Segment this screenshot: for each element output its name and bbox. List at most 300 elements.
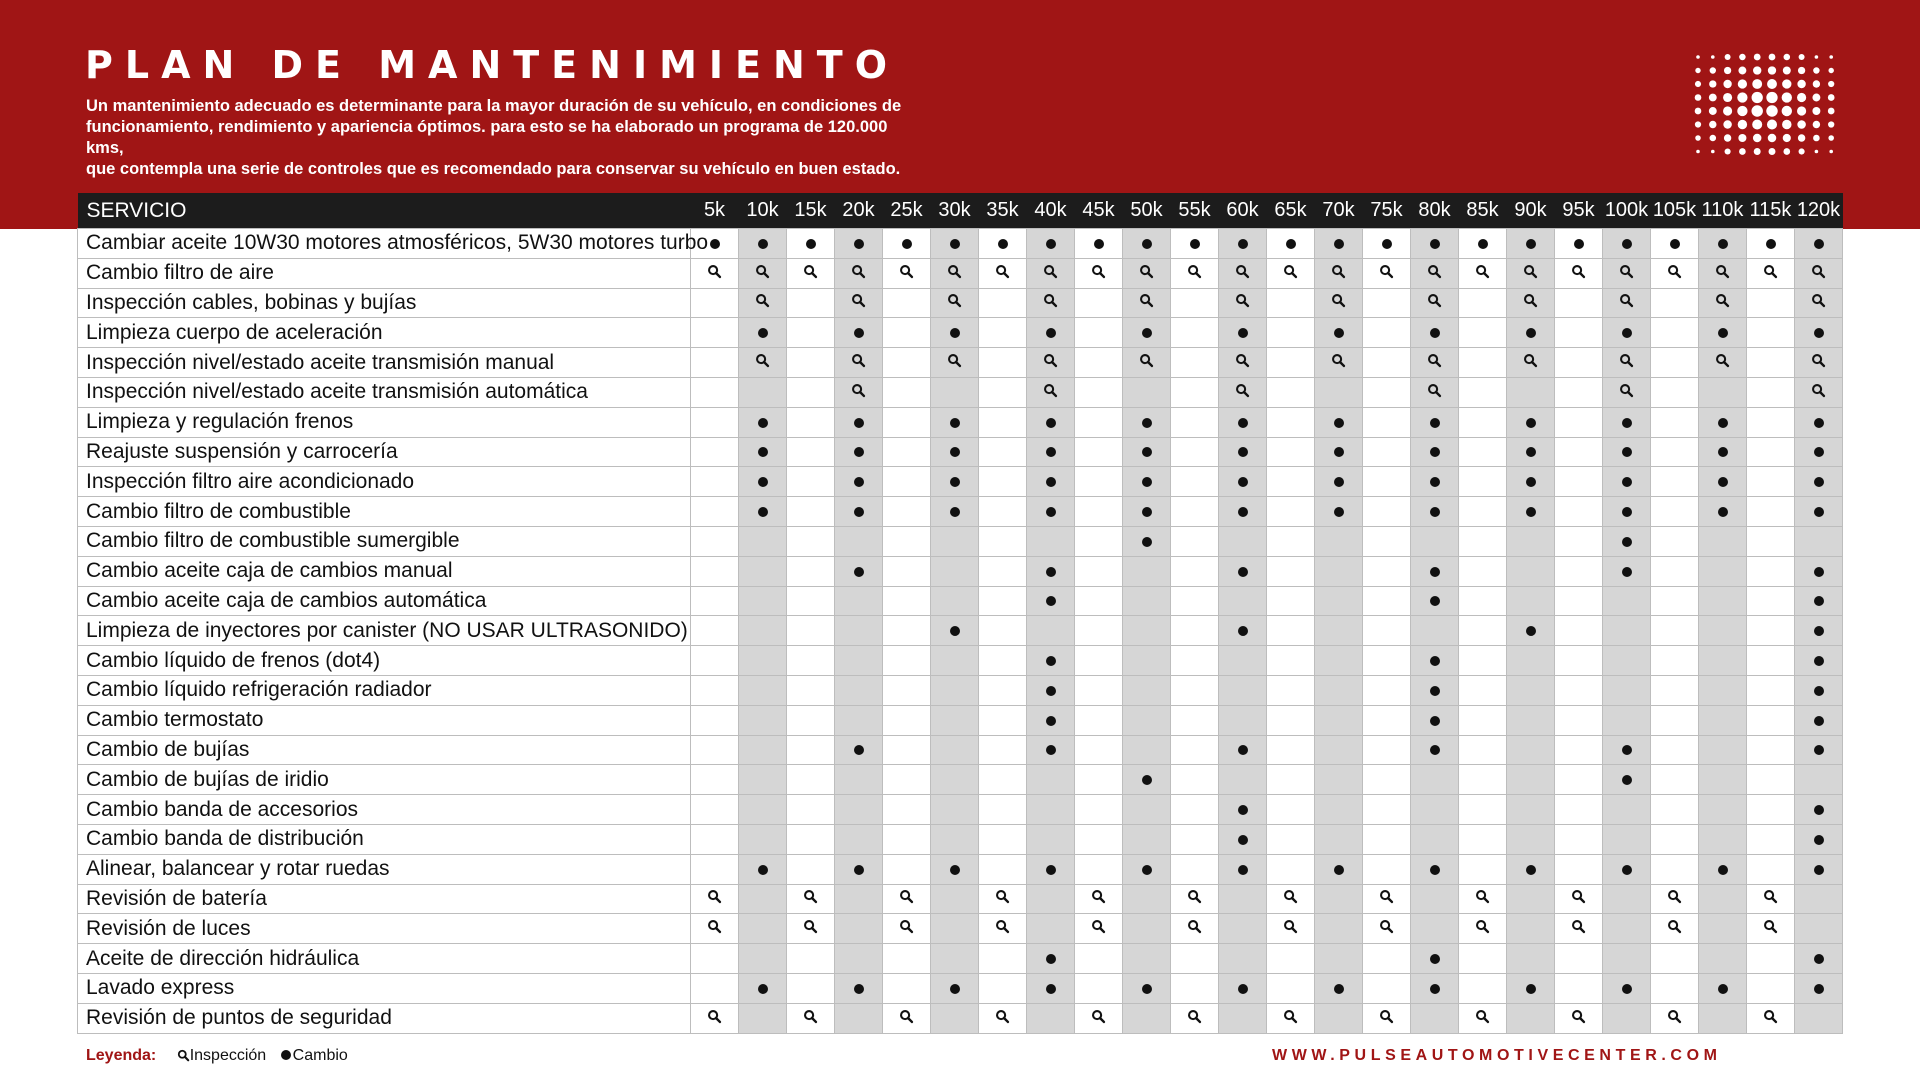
magnifier-icon — [1571, 889, 1586, 904]
change-dot-icon — [1142, 775, 1152, 785]
schedule-cell — [1171, 497, 1219, 527]
logo-dot — [1767, 119, 1777, 129]
magnifier-icon — [707, 889, 722, 904]
schedule-cell — [1603, 616, 1651, 646]
schedule-cell — [691, 944, 739, 974]
schedule-cell — [691, 735, 739, 765]
schedule-cell — [1651, 318, 1699, 348]
service-name: Revisión de luces — [78, 914, 691, 944]
change-dot-icon — [1814, 567, 1824, 577]
schedule-cell — [1219, 377, 1267, 407]
magnifier-icon — [1811, 293, 1826, 308]
schedule-cell — [883, 675, 931, 705]
change-dot-icon — [1622, 567, 1632, 577]
schedule-cell — [1795, 646, 1843, 676]
magnifier-icon — [1715, 293, 1730, 308]
change-dot-icon — [758, 418, 768, 428]
schedule-cell — [1315, 646, 1363, 676]
schedule-cell — [787, 854, 835, 884]
service-name: Reajuste suspensión y carrocería — [78, 437, 691, 467]
schedule-cell — [1123, 705, 1171, 735]
change-dot-icon — [1142, 418, 1152, 428]
schedule-cell — [1075, 229, 1123, 259]
schedule-cell — [1027, 467, 1075, 497]
logo-dot — [1724, 67, 1731, 74]
schedule-cell — [979, 616, 1027, 646]
schedule-cell — [1795, 914, 1843, 944]
schedule-cell — [1315, 616, 1363, 646]
schedule-cell — [883, 556, 931, 586]
logo-dot — [1828, 135, 1834, 141]
schedule-cell — [931, 407, 979, 437]
change-dot-icon — [1718, 507, 1728, 517]
logo-dot — [1738, 120, 1747, 129]
schedule-cell — [979, 765, 1027, 795]
change-dot-icon — [1238, 835, 1248, 845]
schedule-cell — [1075, 318, 1123, 348]
schedule-cell — [1027, 556, 1075, 586]
table-row — [78, 854, 1843, 884]
change-dot-icon — [1142, 865, 1152, 875]
magnifier-icon — [995, 919, 1010, 934]
change-dot-icon — [854, 507, 864, 517]
schedule-cell — [1315, 795, 1363, 825]
schedule-cell — [787, 884, 835, 914]
interval-header: 5k — [691, 193, 739, 229]
schedule-cell — [1123, 765, 1171, 795]
logo-dot — [1725, 148, 1731, 154]
schedule-cell — [787, 765, 835, 795]
schedule-cell — [1219, 914, 1267, 944]
legend — [86, 1047, 358, 1065]
schedule-cell — [883, 586, 931, 616]
magnifier-icon — [803, 1009, 818, 1024]
schedule-cell — [1363, 377, 1411, 407]
schedule-cell — [1123, 735, 1171, 765]
table-row — [78, 437, 1843, 467]
schedule-cell — [1699, 258, 1747, 288]
logo-dot — [1784, 54, 1791, 61]
schedule-cell — [1219, 884, 1267, 914]
table-row — [78, 914, 1843, 944]
schedule-cell — [1171, 437, 1219, 467]
schedule-cell — [883, 616, 931, 646]
magnifier-icon — [851, 353, 866, 368]
schedule-cell — [691, 288, 739, 318]
logo-dot — [1815, 55, 1819, 59]
change-dot-icon — [1382, 239, 1392, 249]
magnifier-icon — [1475, 919, 1490, 934]
schedule-cell — [1315, 735, 1363, 765]
magnifier-icon — [803, 919, 818, 934]
schedule-cell — [1603, 795, 1651, 825]
logo-dot — [1737, 106, 1747, 116]
magnifier-icon — [1811, 264, 1826, 279]
schedule-cell — [787, 467, 835, 497]
schedule-cell — [691, 795, 739, 825]
magnifier-icon — [1043, 383, 1058, 398]
schedule-cell — [979, 377, 1027, 407]
magnifier-icon — [1619, 264, 1634, 279]
schedule-cell — [1795, 556, 1843, 586]
schedule-cell — [1507, 467, 1555, 497]
schedule-cell — [739, 914, 787, 944]
schedule-cell — [1219, 735, 1267, 765]
schedule-cell — [1027, 1003, 1075, 1033]
schedule-cell — [1795, 407, 1843, 437]
service-name: Aceite de dirección hidráulica — [78, 944, 691, 974]
logo-dot — [1797, 106, 1806, 115]
change-dot-icon — [1526, 239, 1536, 249]
schedule-cell — [1651, 616, 1699, 646]
schedule-cell — [1651, 735, 1699, 765]
change-dot-icon — [998, 239, 1008, 249]
schedule-cell — [1651, 1003, 1699, 1033]
schedule-cell — [1075, 467, 1123, 497]
schedule-cell — [1219, 258, 1267, 288]
schedule-cell — [787, 288, 835, 318]
schedule-cell — [1603, 1003, 1651, 1033]
schedule-cell — [979, 318, 1027, 348]
schedule-cell — [1459, 318, 1507, 348]
schedule-cell — [1507, 348, 1555, 378]
schedule-cell — [1699, 229, 1747, 259]
table-row — [78, 646, 1843, 676]
page-title: PLAN DE MANTENIMIENTO — [85, 43, 900, 87]
schedule-cell — [883, 526, 931, 556]
schedule-cell — [1555, 407, 1603, 437]
logo-dot — [1769, 54, 1776, 61]
change-dot-icon — [1814, 626, 1824, 636]
schedule-cell — [691, 675, 739, 705]
table-row — [78, 824, 1843, 854]
magnifier-icon — [1091, 1009, 1106, 1024]
schedule-cell — [1171, 377, 1219, 407]
schedule-cell — [1315, 318, 1363, 348]
schedule-cell — [1219, 765, 1267, 795]
schedule-cell — [931, 854, 979, 884]
logo-dot — [1782, 79, 1791, 88]
change-dot-icon — [1814, 418, 1824, 428]
schedule-cell — [931, 795, 979, 825]
schedule-cell — [1651, 348, 1699, 378]
schedule-cell — [1123, 288, 1171, 318]
change-dot-icon — [1286, 239, 1296, 249]
logo-dot — [1766, 92, 1777, 103]
website-link[interactable]: WWW.PULSEAUTOMOTIVECENTER.COM — [1272, 1047, 1722, 1064]
schedule-cell — [979, 1003, 1027, 1033]
schedule-cell — [835, 914, 883, 944]
change-dot-icon — [1238, 328, 1248, 338]
schedule-cell — [1075, 526, 1123, 556]
schedule-cell — [787, 497, 835, 527]
service-name: Inspección nivel/estado aceite transmisión automática — [78, 377, 691, 407]
schedule-cell — [739, 467, 787, 497]
change-dot-icon — [1046, 328, 1056, 338]
schedule-cell — [1747, 1003, 1795, 1033]
change-dot-icon — [1046, 477, 1056, 487]
magnifier-icon — [851, 264, 866, 279]
table-row — [78, 258, 1843, 288]
interval-header: 65k — [1267, 193, 1315, 229]
schedule-cell — [979, 556, 1027, 586]
magnifier-icon — [899, 889, 914, 904]
schedule-cell — [883, 705, 931, 735]
schedule-cell — [787, 705, 835, 735]
schedule-cell — [1219, 526, 1267, 556]
logo-dot — [1766, 105, 1777, 116]
logo-dot — [1752, 79, 1762, 89]
schedule-cell — [1219, 795, 1267, 825]
schedule-cell — [1363, 497, 1411, 527]
logo-dot — [1710, 67, 1716, 73]
schedule-cell — [1411, 526, 1459, 556]
schedule-cell — [1459, 377, 1507, 407]
schedule-cell — [1267, 646, 1315, 676]
schedule-cell — [1123, 616, 1171, 646]
logo-dot — [1829, 55, 1833, 59]
schedule-cell — [1411, 675, 1459, 705]
intro-line-1: Un mantenimiento adecuado es determinante para la mayor duración de su vehículo, en condiciones de — [86, 97, 902, 115]
change-dot-icon — [1718, 477, 1728, 487]
logo-dot — [1709, 80, 1716, 87]
schedule-cell — [1699, 377, 1747, 407]
schedule-cell — [1603, 824, 1651, 854]
schedule-cell — [1267, 1003, 1315, 1033]
change-dot-icon — [281, 1050, 291, 1060]
change-dot-icon — [1622, 477, 1632, 487]
schedule-cell — [1507, 586, 1555, 616]
schedule-cell — [1459, 884, 1507, 914]
schedule-cell — [1795, 437, 1843, 467]
service-name: Cambio filtro de combustible — [78, 497, 691, 527]
schedule-cell — [1555, 616, 1603, 646]
schedule-cell — [1363, 884, 1411, 914]
schedule-cell — [1795, 616, 1843, 646]
logo-dot — [1695, 68, 1700, 73]
schedule-cell — [835, 348, 883, 378]
schedule-cell — [1747, 973, 1795, 1003]
change-dot-icon — [1430, 745, 1440, 755]
schedule-cell — [1459, 914, 1507, 944]
dot-grid-logo — [1690, 50, 1840, 160]
logo-dot — [1753, 66, 1761, 74]
table-row — [78, 467, 1843, 497]
schedule-cell — [1699, 765, 1747, 795]
magnifier-icon — [1427, 353, 1442, 368]
schedule-cell — [1363, 735, 1411, 765]
schedule-cell — [1603, 288, 1651, 318]
schedule-cell — [1459, 944, 1507, 974]
schedule-cell — [1411, 407, 1459, 437]
schedule-cell — [1747, 616, 1795, 646]
schedule-cell — [1219, 705, 1267, 735]
schedule-cell — [691, 616, 739, 646]
change-dot-icon — [1142, 537, 1152, 547]
logo-dot — [1710, 135, 1717, 142]
change-dot-icon — [854, 984, 864, 994]
logo-dot — [1695, 135, 1701, 141]
service-name: Limpieza de inyectores por canister (NO USAR ULTRASONIDO) — [78, 616, 691, 646]
magnifier-icon — [1763, 889, 1778, 904]
change-dot-icon — [1478, 239, 1488, 249]
schedule-cell — [1027, 318, 1075, 348]
schedule-cell — [1747, 914, 1795, 944]
change-dot-icon — [1046, 745, 1056, 755]
schedule-cell — [691, 437, 739, 467]
logo-dot — [1695, 94, 1702, 101]
logo-dot — [1739, 148, 1746, 155]
schedule-cell — [1027, 795, 1075, 825]
schedule-cell — [1267, 675, 1315, 705]
schedule-cell — [979, 705, 1027, 735]
schedule-cell — [1075, 1003, 1123, 1033]
schedule-cell — [1363, 229, 1411, 259]
magnifier-icon — [1811, 383, 1826, 398]
change-dot-icon — [1238, 239, 1248, 249]
change-dot-icon — [1814, 507, 1824, 517]
schedule-cell — [979, 526, 1027, 556]
schedule-cell — [1267, 437, 1315, 467]
change-dot-icon — [950, 477, 960, 487]
schedule-cell — [1699, 407, 1747, 437]
logo-dot — [1829, 150, 1833, 154]
schedule-cell — [1795, 229, 1843, 259]
magnifier-icon — [1763, 264, 1778, 279]
magnifier-icon — [1187, 264, 1202, 279]
schedule-cell — [979, 973, 1027, 1003]
interval-header: 85k — [1459, 193, 1507, 229]
schedule-cell — [931, 467, 979, 497]
schedule-cell — [1651, 407, 1699, 437]
logo-dot — [1782, 106, 1792, 116]
schedule-cell — [1555, 705, 1603, 735]
change-dot-icon — [854, 447, 864, 457]
change-dot-icon — [1814, 835, 1824, 845]
schedule-cell — [1699, 1003, 1747, 1033]
change-dot-icon — [1814, 954, 1824, 964]
schedule-cell — [1747, 765, 1795, 795]
magnifier-icon — [1667, 889, 1682, 904]
magnifier-icon — [1667, 919, 1682, 934]
schedule-cell — [691, 765, 739, 795]
logo-dot — [1799, 54, 1805, 60]
schedule-cell — [1267, 556, 1315, 586]
magnifier-icon — [1667, 1009, 1682, 1024]
schedule-cell — [1555, 675, 1603, 705]
schedule-cell — [1219, 348, 1267, 378]
magnifier-icon — [1331, 293, 1346, 308]
schedule-cell — [1459, 437, 1507, 467]
change-dot-icon — [1046, 865, 1056, 875]
schedule-cell — [1699, 318, 1747, 348]
schedule-cell — [787, 407, 835, 437]
change-dot-icon — [1814, 716, 1824, 726]
change-dot-icon — [1622, 537, 1632, 547]
schedule-cell — [1123, 884, 1171, 914]
change-dot-icon — [1094, 239, 1104, 249]
schedule-cell — [1219, 616, 1267, 646]
schedule-cell — [1603, 646, 1651, 676]
table-row — [78, 318, 1843, 348]
logo-dot — [1782, 120, 1791, 129]
magnifier-icon — [1139, 293, 1154, 308]
change-dot-icon — [1046, 567, 1056, 577]
logo-dot — [1813, 80, 1820, 87]
schedule-cell — [1795, 348, 1843, 378]
schedule-cell — [835, 824, 883, 854]
schedule-cell — [1747, 646, 1795, 676]
schedule-cell — [1363, 258, 1411, 288]
magnifier-icon — [707, 264, 722, 279]
schedule-cell — [1075, 258, 1123, 288]
schedule-cell — [1411, 646, 1459, 676]
schedule-cell — [1603, 914, 1651, 944]
schedule-cell — [883, 854, 931, 884]
schedule-cell — [883, 824, 931, 854]
schedule-cell — [1651, 973, 1699, 1003]
schedule-cell — [1363, 944, 1411, 974]
magnifier-icon — [1811, 353, 1826, 368]
schedule-cell — [1747, 407, 1795, 437]
schedule-cell — [691, 884, 739, 914]
schedule-cell — [1411, 616, 1459, 646]
schedule-cell — [1267, 467, 1315, 497]
change-dot-icon — [1526, 328, 1536, 338]
magnifier-icon — [1235, 293, 1250, 308]
service-name: Cambio líquido refrigeración radiador — [78, 675, 691, 705]
service-name: Inspección filtro aire acondicionado — [78, 467, 691, 497]
schedule-cell — [1747, 258, 1795, 288]
magnifier-icon — [1379, 1009, 1394, 1024]
schedule-cell — [1219, 646, 1267, 676]
schedule-cell — [1651, 884, 1699, 914]
magnifier-icon — [1715, 353, 1730, 368]
change-dot-icon — [1430, 984, 1440, 994]
schedule-cell — [787, 973, 835, 1003]
change-dot-icon — [1142, 328, 1152, 338]
schedule-cell — [1219, 467, 1267, 497]
schedule-cell — [739, 824, 787, 854]
schedule-cell — [1507, 497, 1555, 527]
schedule-cell — [1651, 824, 1699, 854]
schedule-cell — [1315, 556, 1363, 586]
logo-dot — [1725, 54, 1731, 60]
schedule-cell — [883, 497, 931, 527]
change-dot-icon — [758, 865, 768, 875]
interval-header: 90k — [1507, 193, 1555, 229]
schedule-cell — [1363, 616, 1411, 646]
schedule-cell — [931, 944, 979, 974]
schedule-cell — [1795, 705, 1843, 735]
schedule-cell — [835, 288, 883, 318]
schedule-cell — [1651, 914, 1699, 944]
schedule-cell — [1603, 884, 1651, 914]
schedule-cell — [835, 497, 883, 527]
schedule-cell — [1075, 795, 1123, 825]
schedule-cell — [1555, 1003, 1603, 1033]
schedule-cell — [1747, 377, 1795, 407]
schedule-cell — [1123, 229, 1171, 259]
change-dot-icon — [1670, 239, 1680, 249]
schedule-cell — [787, 556, 835, 586]
magnifier-icon — [1427, 383, 1442, 398]
schedule-cell — [835, 795, 883, 825]
schedule-cell — [1075, 616, 1123, 646]
maintenance-table — [77, 193, 1843, 1034]
logo-dot — [1798, 134, 1805, 141]
schedule-cell — [1699, 348, 1747, 378]
